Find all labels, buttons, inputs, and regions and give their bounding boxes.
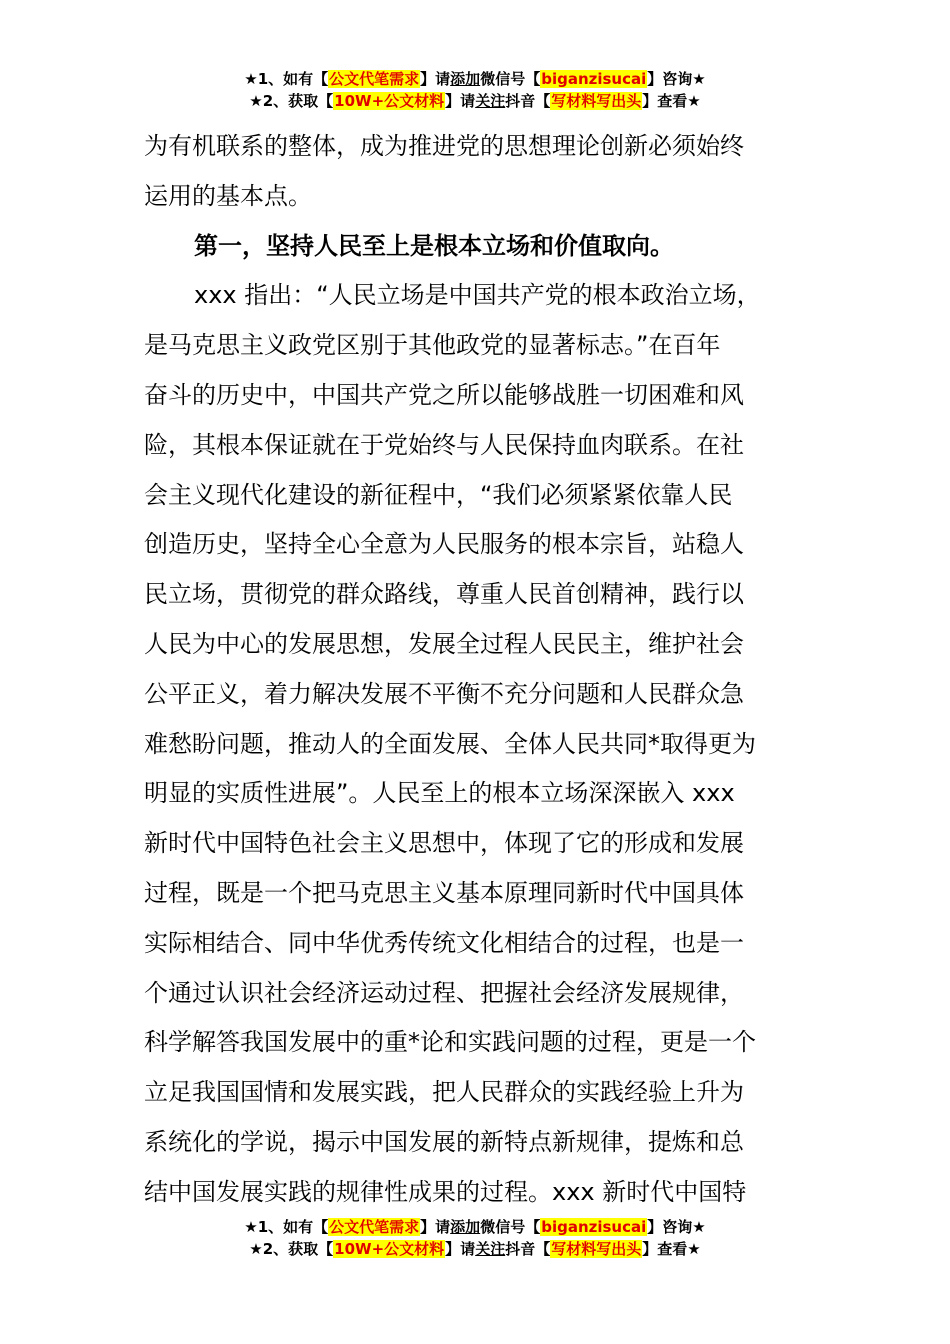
paragraph-line: 险，其根本保证就在于党始终与人民保持血肉联系。在社 bbox=[144, 430, 744, 459]
banner-text: 微信号【 bbox=[480, 70, 541, 88]
banner-text: 2、获取【 bbox=[262, 1240, 334, 1258]
paragraph-line: 奋斗的历史中，中国共产党之所以能够战胜一切困难和风 bbox=[144, 380, 744, 409]
paragraph-line: 创造历史，坚持全心全意为人民服务的根本宗旨，站稳人 bbox=[144, 530, 744, 559]
header-line-2 bbox=[0, 90, 950, 112]
paragraph-line: 为有机联系的整体，成为推进党的思想理论创新必须始终 bbox=[144, 132, 744, 160]
paragraph-line: 立足我国国情和发展实践，把人民群众的实践经验上升为 bbox=[144, 1078, 744, 1107]
paragraph-line: 新时代中国特色社会主义思想中，体现了它的形成和发展 bbox=[144, 829, 744, 858]
underlined-text: 关注 bbox=[475, 92, 506, 110]
banner-text: 1、如有【 bbox=[257, 70, 329, 88]
banner-text: 2、获取【 bbox=[262, 92, 334, 110]
star-icon: ★ bbox=[249, 92, 263, 110]
banner-text: 微信号【 bbox=[480, 1218, 541, 1236]
paragraph-line: 过程，既是一个把马克思主义基本原理同新时代中国具体 bbox=[144, 878, 744, 907]
footer-line-2 bbox=[0, 1238, 950, 1260]
paragraph-line: 系统化的学说，揭示中国发展的新特点新规律，提炼和总 bbox=[144, 1127, 744, 1156]
highlight-materials: 10W+公文材料 bbox=[334, 92, 445, 110]
footer-line-1 bbox=[0, 1216, 950, 1238]
banner-text: 】请 bbox=[445, 1240, 476, 1258]
highlight-douyin-account: 写材料写出头 bbox=[551, 1240, 642, 1258]
paragraph-line: 会主义现代化建设的新征程中，“我们必须紧紧依靠人民 bbox=[144, 480, 733, 509]
banner-text: 1、如有【 bbox=[257, 1218, 329, 1236]
underlined-text: 关注 bbox=[475, 1240, 506, 1258]
paragraph-line: 是马克思主义政党区别于其他政党的显著标志。”在百年 bbox=[144, 331, 721, 360]
paragraph-line: 个通过认识社会经济运动过程、把握社会经济发展规律， bbox=[144, 978, 744, 1007]
paragraph-line: 公平正义，着力解决发展不平衡不充分问题和人民群众急 bbox=[144, 679, 744, 708]
banner-text: 抖音【 bbox=[505, 92, 551, 110]
highlight-wechat-id: biganzisucai bbox=[541, 70, 647, 88]
highlight-materials: 10W+公文材料 bbox=[334, 1240, 445, 1258]
star-icon: ★ bbox=[687, 1240, 701, 1258]
highlight-wechat-id: biganzisucai bbox=[541, 1218, 647, 1236]
paragraph-line: 运用的基本点。 bbox=[144, 181, 312, 210]
banner-text: 】请 bbox=[420, 70, 451, 88]
document-body bbox=[144, 122, 812, 1218]
paragraph-line: 难愁盼问题，推动人的全面发展、全体人民共同*取得更为 bbox=[144, 729, 756, 758]
footer-banner bbox=[0, 1216, 950, 1260]
star-icon: ★ bbox=[244, 1218, 258, 1236]
highlight-douyin-account: 写材料写出头 bbox=[551, 92, 642, 110]
banner-text: 】请 bbox=[445, 92, 476, 110]
highlight-service: 公文代笔需求 bbox=[329, 70, 420, 88]
underlined-text: 添加 bbox=[450, 70, 481, 88]
banner-text: 】咨询 bbox=[647, 70, 693, 88]
banner-text: 】请 bbox=[420, 1218, 451, 1236]
star-icon: ★ bbox=[244, 70, 258, 88]
star-icon: ★ bbox=[692, 70, 706, 88]
banner-text: 】查看 bbox=[642, 92, 688, 110]
banner-text: 抖音【 bbox=[505, 1240, 551, 1258]
star-icon: ★ bbox=[249, 1240, 263, 1258]
paragraph-line: 民立场，贯彻党的群众路线，尊重人民首创精神，践行以 bbox=[144, 580, 744, 609]
header-line-1 bbox=[0, 68, 950, 90]
banner-text: 】查看 bbox=[642, 1240, 688, 1258]
underlined-text: 添加 bbox=[450, 1218, 481, 1236]
header-banner bbox=[0, 68, 950, 112]
section-heading: 第一，坚持人民至上是根本立场和价值取向。 bbox=[194, 231, 674, 260]
paragraph-line: 明显的实质性进展”。人民至上的根本立场深深嵌入 xxx bbox=[144, 779, 735, 808]
paragraph-line: 实际相结合、同中华优秀传统文化相结合的过程，也是一 bbox=[144, 928, 744, 957]
paragraph-line: 人民为中心的发展思想，发展全过程人民民主，维护社会 bbox=[144, 629, 744, 658]
highlight-service: 公文代笔需求 bbox=[329, 1218, 420, 1236]
paragraph-line: 科学解答我国发展中的重*论和实践问题的过程，更是一个 bbox=[144, 1028, 756, 1057]
banner-text: 】咨询 bbox=[647, 1218, 693, 1236]
star-icon: ★ bbox=[687, 92, 701, 110]
star-icon: ★ bbox=[692, 1218, 706, 1236]
paragraph-line: 结中国发展实践的规律性成果的过程。xxx 新时代中国特 bbox=[144, 1177, 747, 1206]
paragraph-line: xxx 指出：“人民立场是中国共产党的根本政治立场， bbox=[194, 281, 761, 310]
